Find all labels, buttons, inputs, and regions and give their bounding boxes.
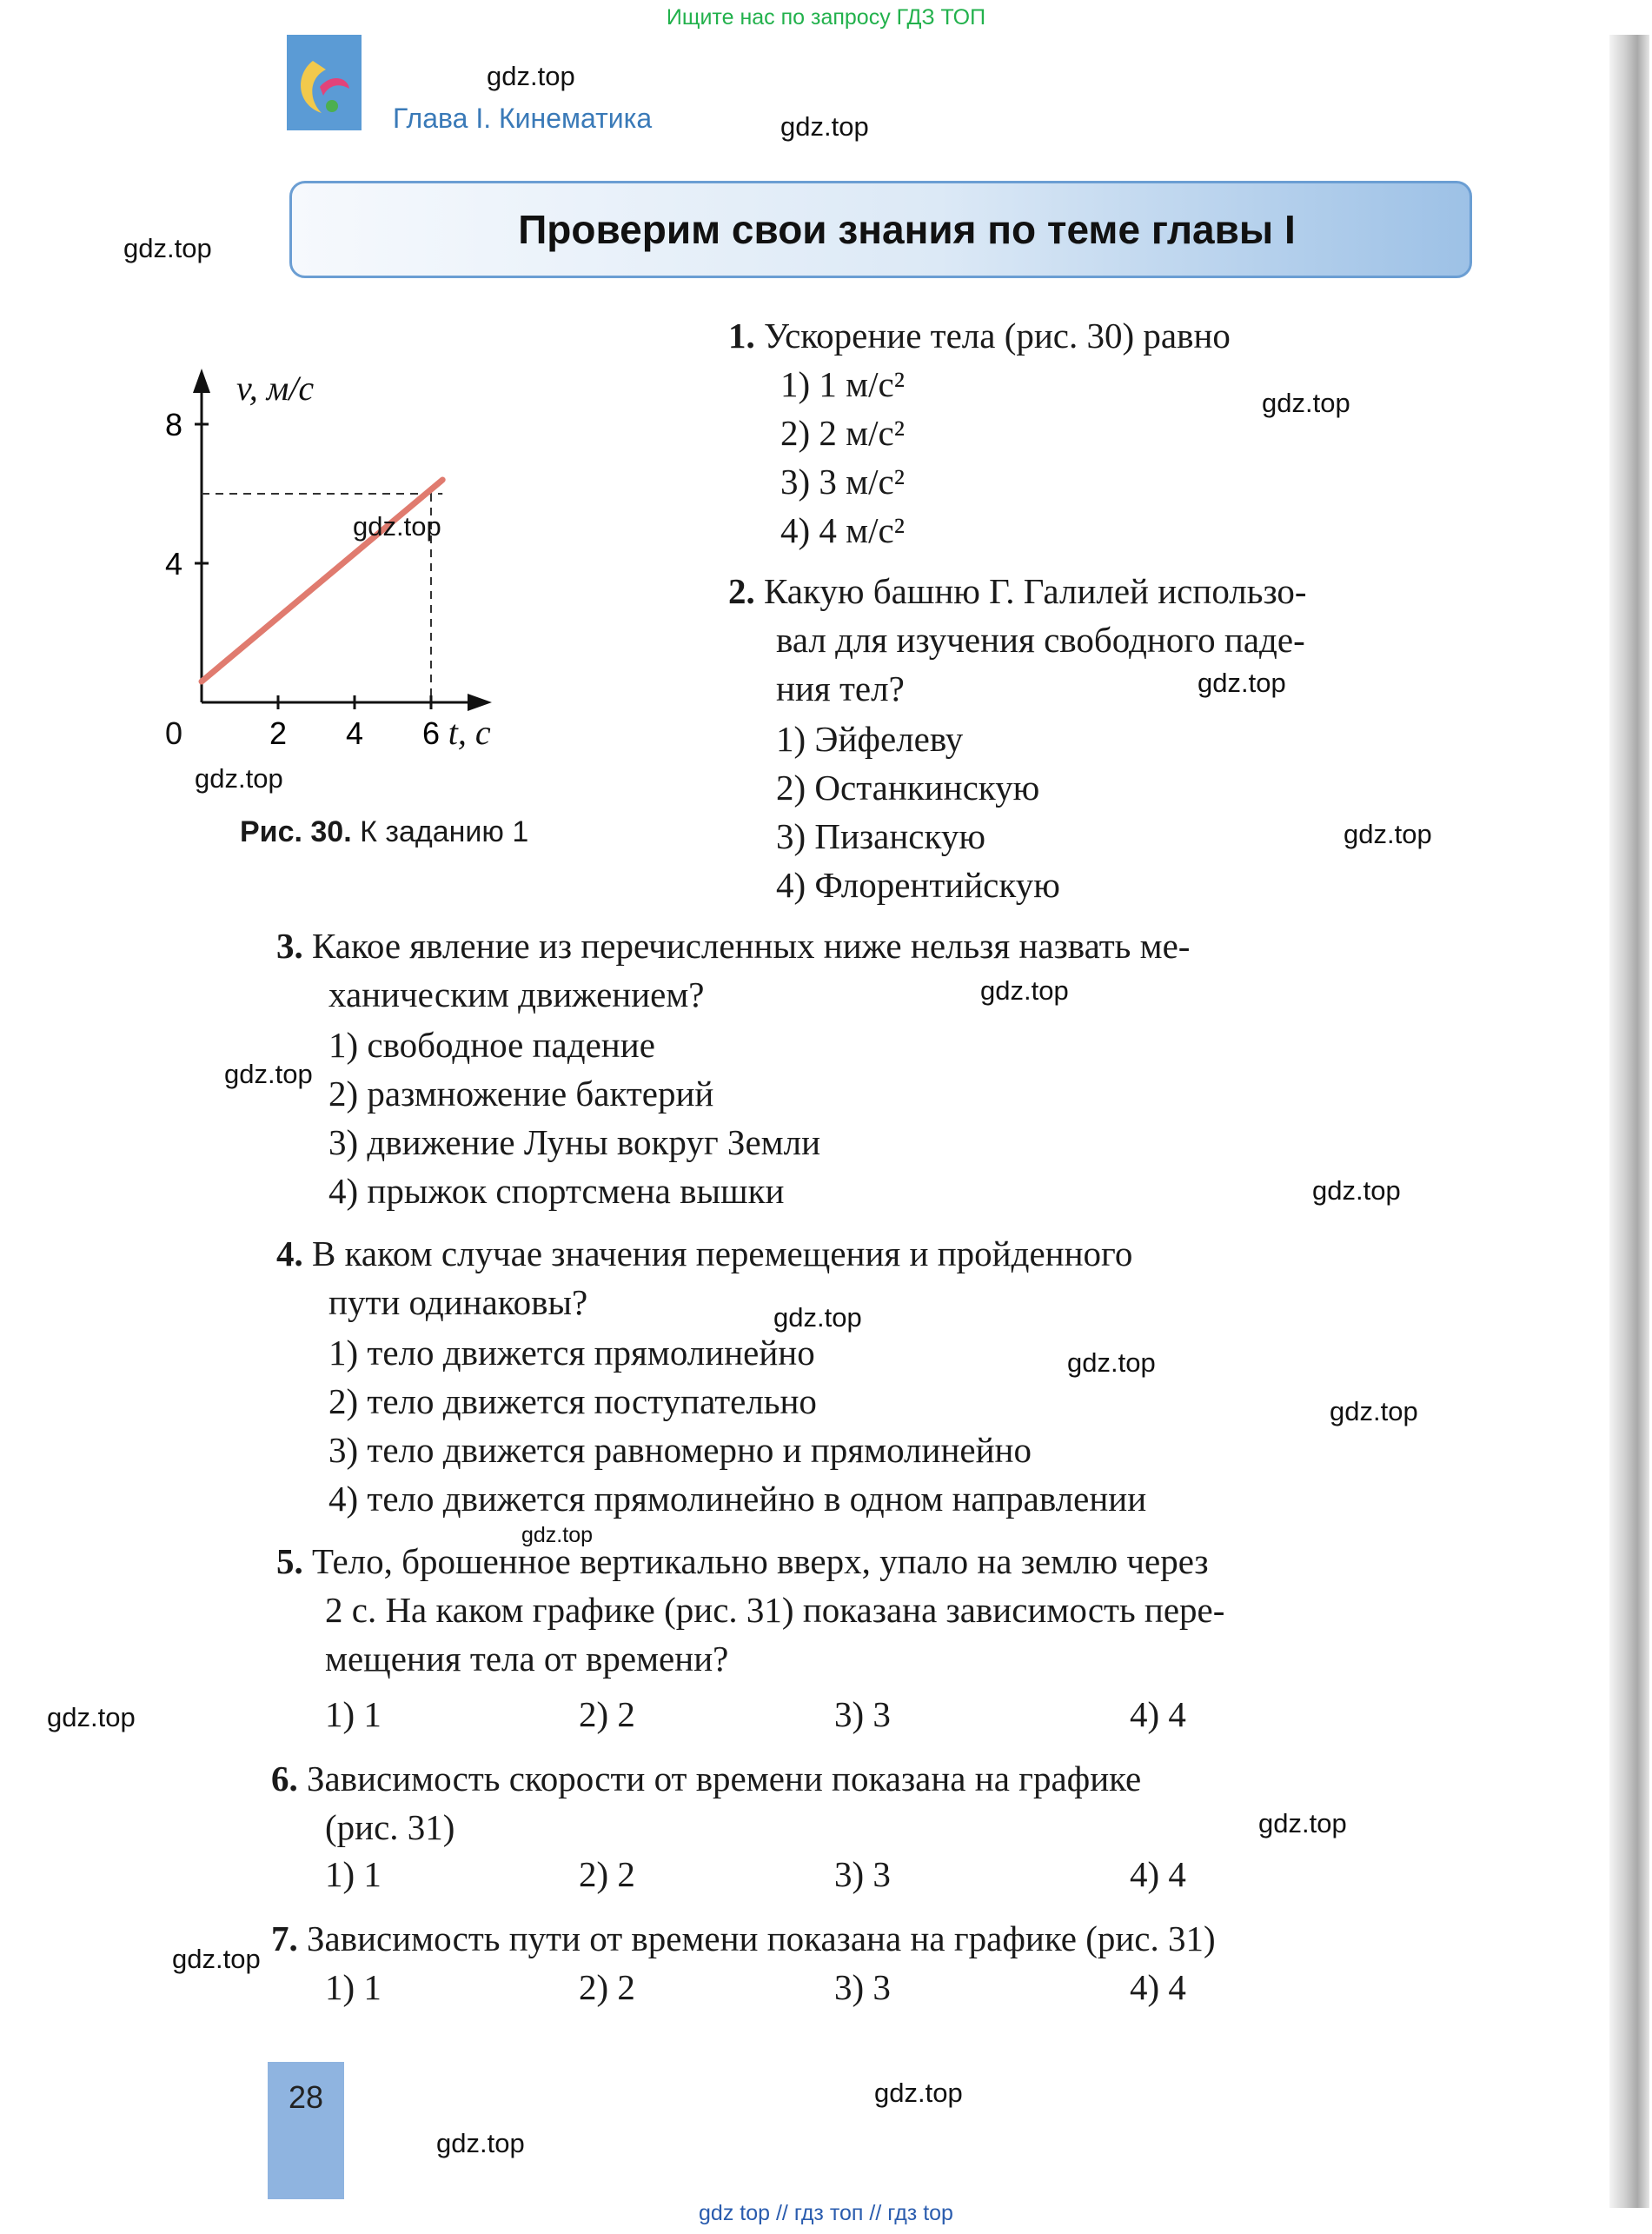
top-banner: Ищите нас по запросу ГДЗ ТОП	[666, 5, 986, 30]
q5-answer-4: 4) 4	[1130, 1694, 1186, 1734]
q1-answer-4: 4) 4 м/с²	[780, 510, 905, 550]
question-4-number: 4.	[276, 1233, 303, 1273]
q7-answer-3: 3) 3	[834, 1967, 891, 2007]
watermark: gdz.top	[1330, 1396, 1418, 1426]
x-tick-label: 2	[269, 715, 288, 751]
q5-answer-1: 1) 1	[325, 1694, 381, 1734]
q2-answer-3: 3) Пизанскую	[776, 816, 985, 856]
y-axis-arrow	[193, 369, 210, 393]
q7-answer-4: 4) 4	[1130, 1967, 1186, 2007]
question-5-line-1: Тело, брошенное вертикально вверх, упало на землю через	[302, 1541, 1209, 1581]
page-number-tab	[268, 2062, 344, 2199]
q4-answer-2: 2) тело движется поступательно	[328, 1381, 817, 1421]
question-5-line-2: 2 с. На каком графике (рис. 31) показана зависимость пере-	[325, 1590, 1225, 1630]
question-6-line-2: (рис. 31)	[325, 1807, 455, 1847]
chapter-icon	[287, 35, 362, 130]
y-axis-label: v, м/с	[236, 369, 315, 408]
q4-answer-4: 4) тело движется прямолинейно в одном направлении	[328, 1479, 1147, 1519]
question-5-line-3: мещения тела от времени?	[325, 1639, 729, 1679]
bottom-banner: gdz top // гдз топ // гдз top	[699, 2201, 953, 2225]
watermark: gdz.top	[436, 2128, 525, 2158]
question-3	[276, 921, 1190, 970]
watermark: gdz.top	[1343, 819, 1432, 849]
q7-answer-1: 1) 1	[325, 1967, 381, 2007]
watermark: gdz.top	[224, 1059, 313, 1089]
question-2-line-3: ния тел?	[776, 668, 905, 708]
q3-answer-4: 4) прыжок спортсмена вышки	[328, 1171, 785, 1211]
figure-caption-number: Рис. 30.	[240, 815, 352, 848]
q6-answer-1: 1) 1	[325, 1854, 381, 1894]
watermark: gdz.top	[47, 1702, 136, 1732]
q5-answer-2: 2) 2	[579, 1694, 635, 1734]
q7-answer-2: 2) 2	[579, 1967, 635, 2007]
question-1	[728, 311, 1231, 360]
question-5-number: 5.	[276, 1541, 303, 1581]
question-3-line-2: ханическим движением?	[328, 974, 705, 1014]
question-3-line-1: Какое явление из перечисленных ниже нельзя назвать ме-	[302, 926, 1191, 966]
question-7-number: 7.	[271, 1918, 298, 1958]
watermark: gdz.top	[353, 511, 441, 542]
watermark: gdz.top	[172, 1944, 261, 1974]
watermark: gdz.top	[195, 763, 283, 794]
watermark: gdz.top	[487, 61, 575, 91]
page-number: 28	[288, 2079, 324, 2115]
watermark: gdz.top	[1258, 1808, 1347, 1838]
x-axis-arrow	[468, 694, 492, 711]
q3-answer-1: 1) свободное падение	[328, 1025, 655, 1065]
section-title: Проверим свои знания по теме главы I	[518, 207, 1296, 252]
watermark: gdz.top	[780, 111, 869, 142]
q6-answer-4: 4) 4	[1130, 1854, 1186, 1894]
question-1-text: Ускорение тела (рис. 30) равно	[754, 316, 1231, 356]
watermark: gdz.top	[1262, 388, 1350, 418]
question-4-line-1: В каком случае значения перемещения и пройденного	[302, 1233, 1133, 1273]
question-2-line-2: вал для изучения свободного паде-	[776, 620, 1305, 660]
q2-answer-1: 1) Эйфелеву	[776, 719, 964, 759]
question-7-line-1: Зависимость пути от времени показана на графике (рис. 31)	[297, 1918, 1216, 1958]
watermark: gdz.top	[123, 233, 212, 263]
q6-answer-2: 2) 2	[579, 1854, 635, 1894]
watermark: gdz.top	[980, 975, 1069, 1006]
figure-caption	[240, 815, 528, 849]
y-tick-label: 4	[165, 546, 183, 582]
x-tick-label: 6	[422, 715, 441, 751]
q1-answer-3: 3) 3 м/с²	[780, 462, 905, 502]
page-edge	[1609, 35, 1649, 2208]
q2-answer-4: 4) Флорентийскую	[776, 865, 1060, 905]
x-tick-label: 4	[346, 715, 364, 751]
question-5	[276, 1537, 1209, 1586]
question-2-number: 2.	[728, 571, 755, 611]
section-header	[289, 181, 1472, 278]
question-6-number: 6.	[271, 1759, 298, 1799]
question-2	[728, 567, 1307, 615]
watermark: gdz.top	[1312, 1175, 1401, 1206]
question-4	[276, 1229, 1132, 1278]
question-4-line-2: пути одинаковы?	[328, 1282, 588, 1322]
q4-answer-1: 1) тело движется прямолинейно	[328, 1333, 815, 1373]
question-6	[271, 1754, 1141, 1803]
origin-label: 0	[165, 715, 183, 751]
watermark: gdz.top	[521, 1523, 594, 1547]
question-6-line-1: Зависимость скорости от времени показана на графике	[297, 1759, 1142, 1799]
question-7	[271, 1914, 1216, 1963]
q5-answer-3: 3) 3	[834, 1694, 891, 1734]
velocity-line	[202, 480, 442, 682]
q6-answer-3: 3) 3	[834, 1854, 891, 1894]
q3-answer-3: 3) движение Луны вокруг Земли	[328, 1122, 821, 1162]
question-3-number: 3.	[276, 926, 303, 966]
question-2-line-1: Какую башню Г. Галилей использо-	[754, 571, 1307, 611]
chapter-title: Глава I. Кинематика	[393, 103, 653, 134]
x-axis-label: t, с	[448, 713, 491, 752]
q1-answer-2: 2) 2 м/с²	[780, 413, 905, 453]
q2-answer-2: 2) Останкинскую	[776, 768, 1040, 808]
q3-answer-2: 2) размножение бактерий	[328, 1074, 714, 1114]
watermark: gdz.top	[1067, 1347, 1156, 1378]
q4-answer-3: 3) тело движется равномерно и прямолинейно	[328, 1430, 1032, 1470]
watermark: gdz.top	[1198, 668, 1286, 698]
question-1-number: 1.	[728, 316, 755, 356]
q1-answer-1: 1) 1 м/с²	[780, 364, 905, 404]
figure-caption-text: К заданию 1	[351, 815, 529, 848]
watermark: gdz.top	[773, 1302, 862, 1333]
y-tick-label: 8	[165, 407, 183, 442]
velocity-chart	[165, 348, 669, 782]
watermark: gdz.top	[874, 2078, 963, 2108]
